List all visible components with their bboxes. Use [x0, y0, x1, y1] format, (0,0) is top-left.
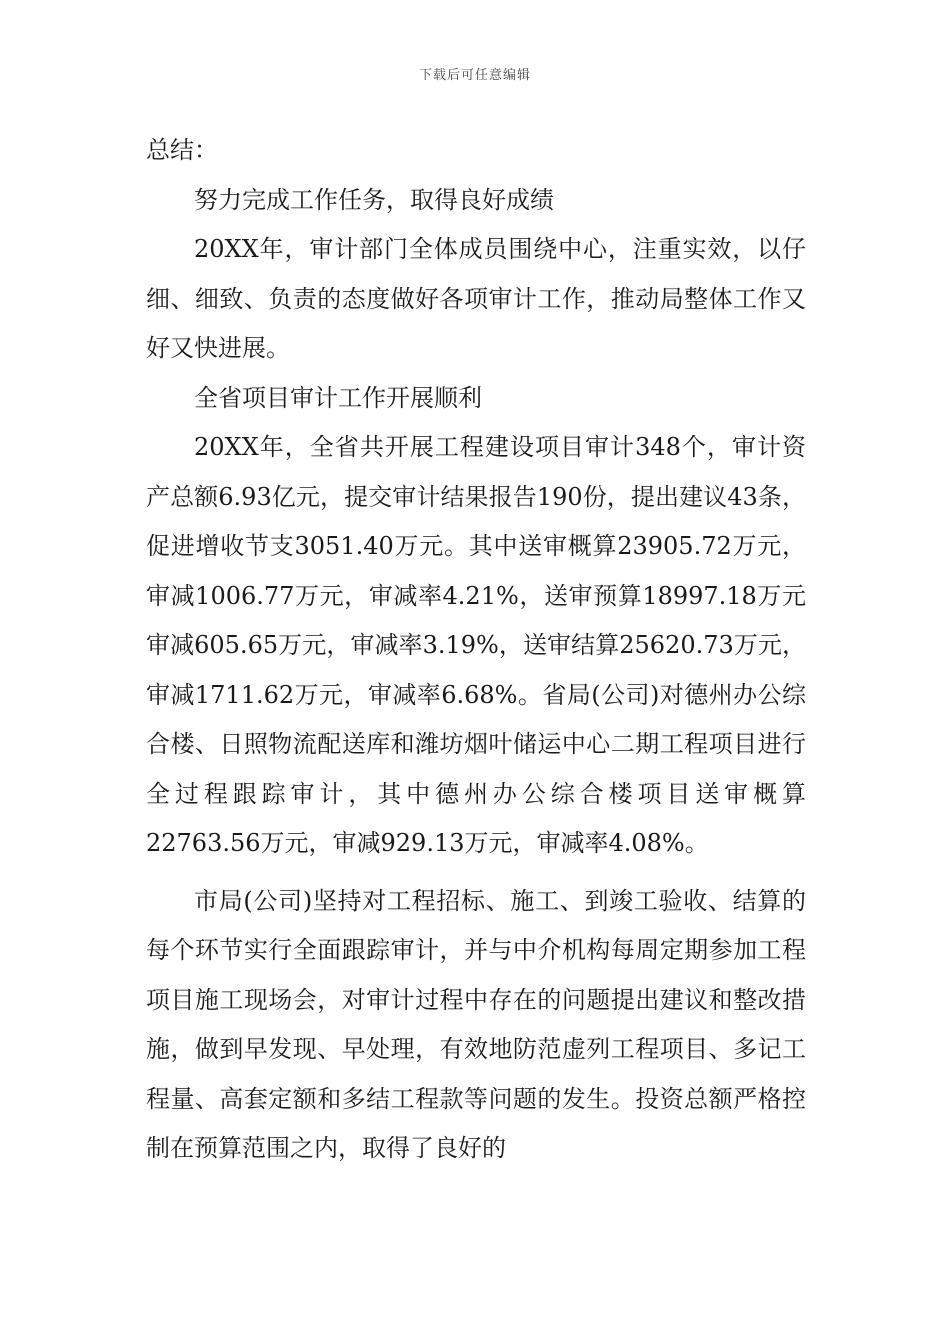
page-header: 下载后可任意编辑 [418, 68, 531, 83]
paragraph-3: 市局(公司)坚持对工程招标、施工、到竣工验收、结算的每个环节实行全面跟踪审计，并与中介机构每周定期参加工程项目施工现场会，对审计过程中存在的问题提出建议和整改措施，做到早发现、早处理，有效地防范虚列工程项目、多记工程量、高套定额和多结工程款等问题的发生。投资总额严格控制在预算范围之内，取得了良好的 [146, 886, 806, 1162]
paragraph-1: 20XX年，审计部门全体成员围绕中心，注重实效，以仔细、细致、负责的态度做好各项审计工作，推动局整体工作又好又快进展。 [146, 235, 806, 362]
section-heading-2: 全省项目审计工作开展顺利 [194, 383, 482, 412]
summary-label: 总结： [146, 136, 218, 164]
section-heading-1: 努力完成工作任务，取得良好成绩 [194, 185, 554, 214]
paragraph-2: 20XX年，全省共开展工程建设项目审计348个，审计资产总额6.93亿元，提交审计结果报告190份，提出建议43条，促进增收节支3051.40万元。其中送审概算23905.72万元，审减1006.77万元，审减率4.21%，送审预算18997.18万元审减605.65万元，审减率3.19%，送审结算25620.73万元，审减1711.62万元，审减率6.68%。省局(公司)对德州办公综合楼、日照物流配送库和潍坊烟叶储运中心二期工程项目进行全过程跟踪审计，其中德州办公综合楼项目送审概算22763.56万元，审减929.13万元，审减率4.08%。 [146, 433, 806, 857]
document-body [146, 126, 806, 1174]
